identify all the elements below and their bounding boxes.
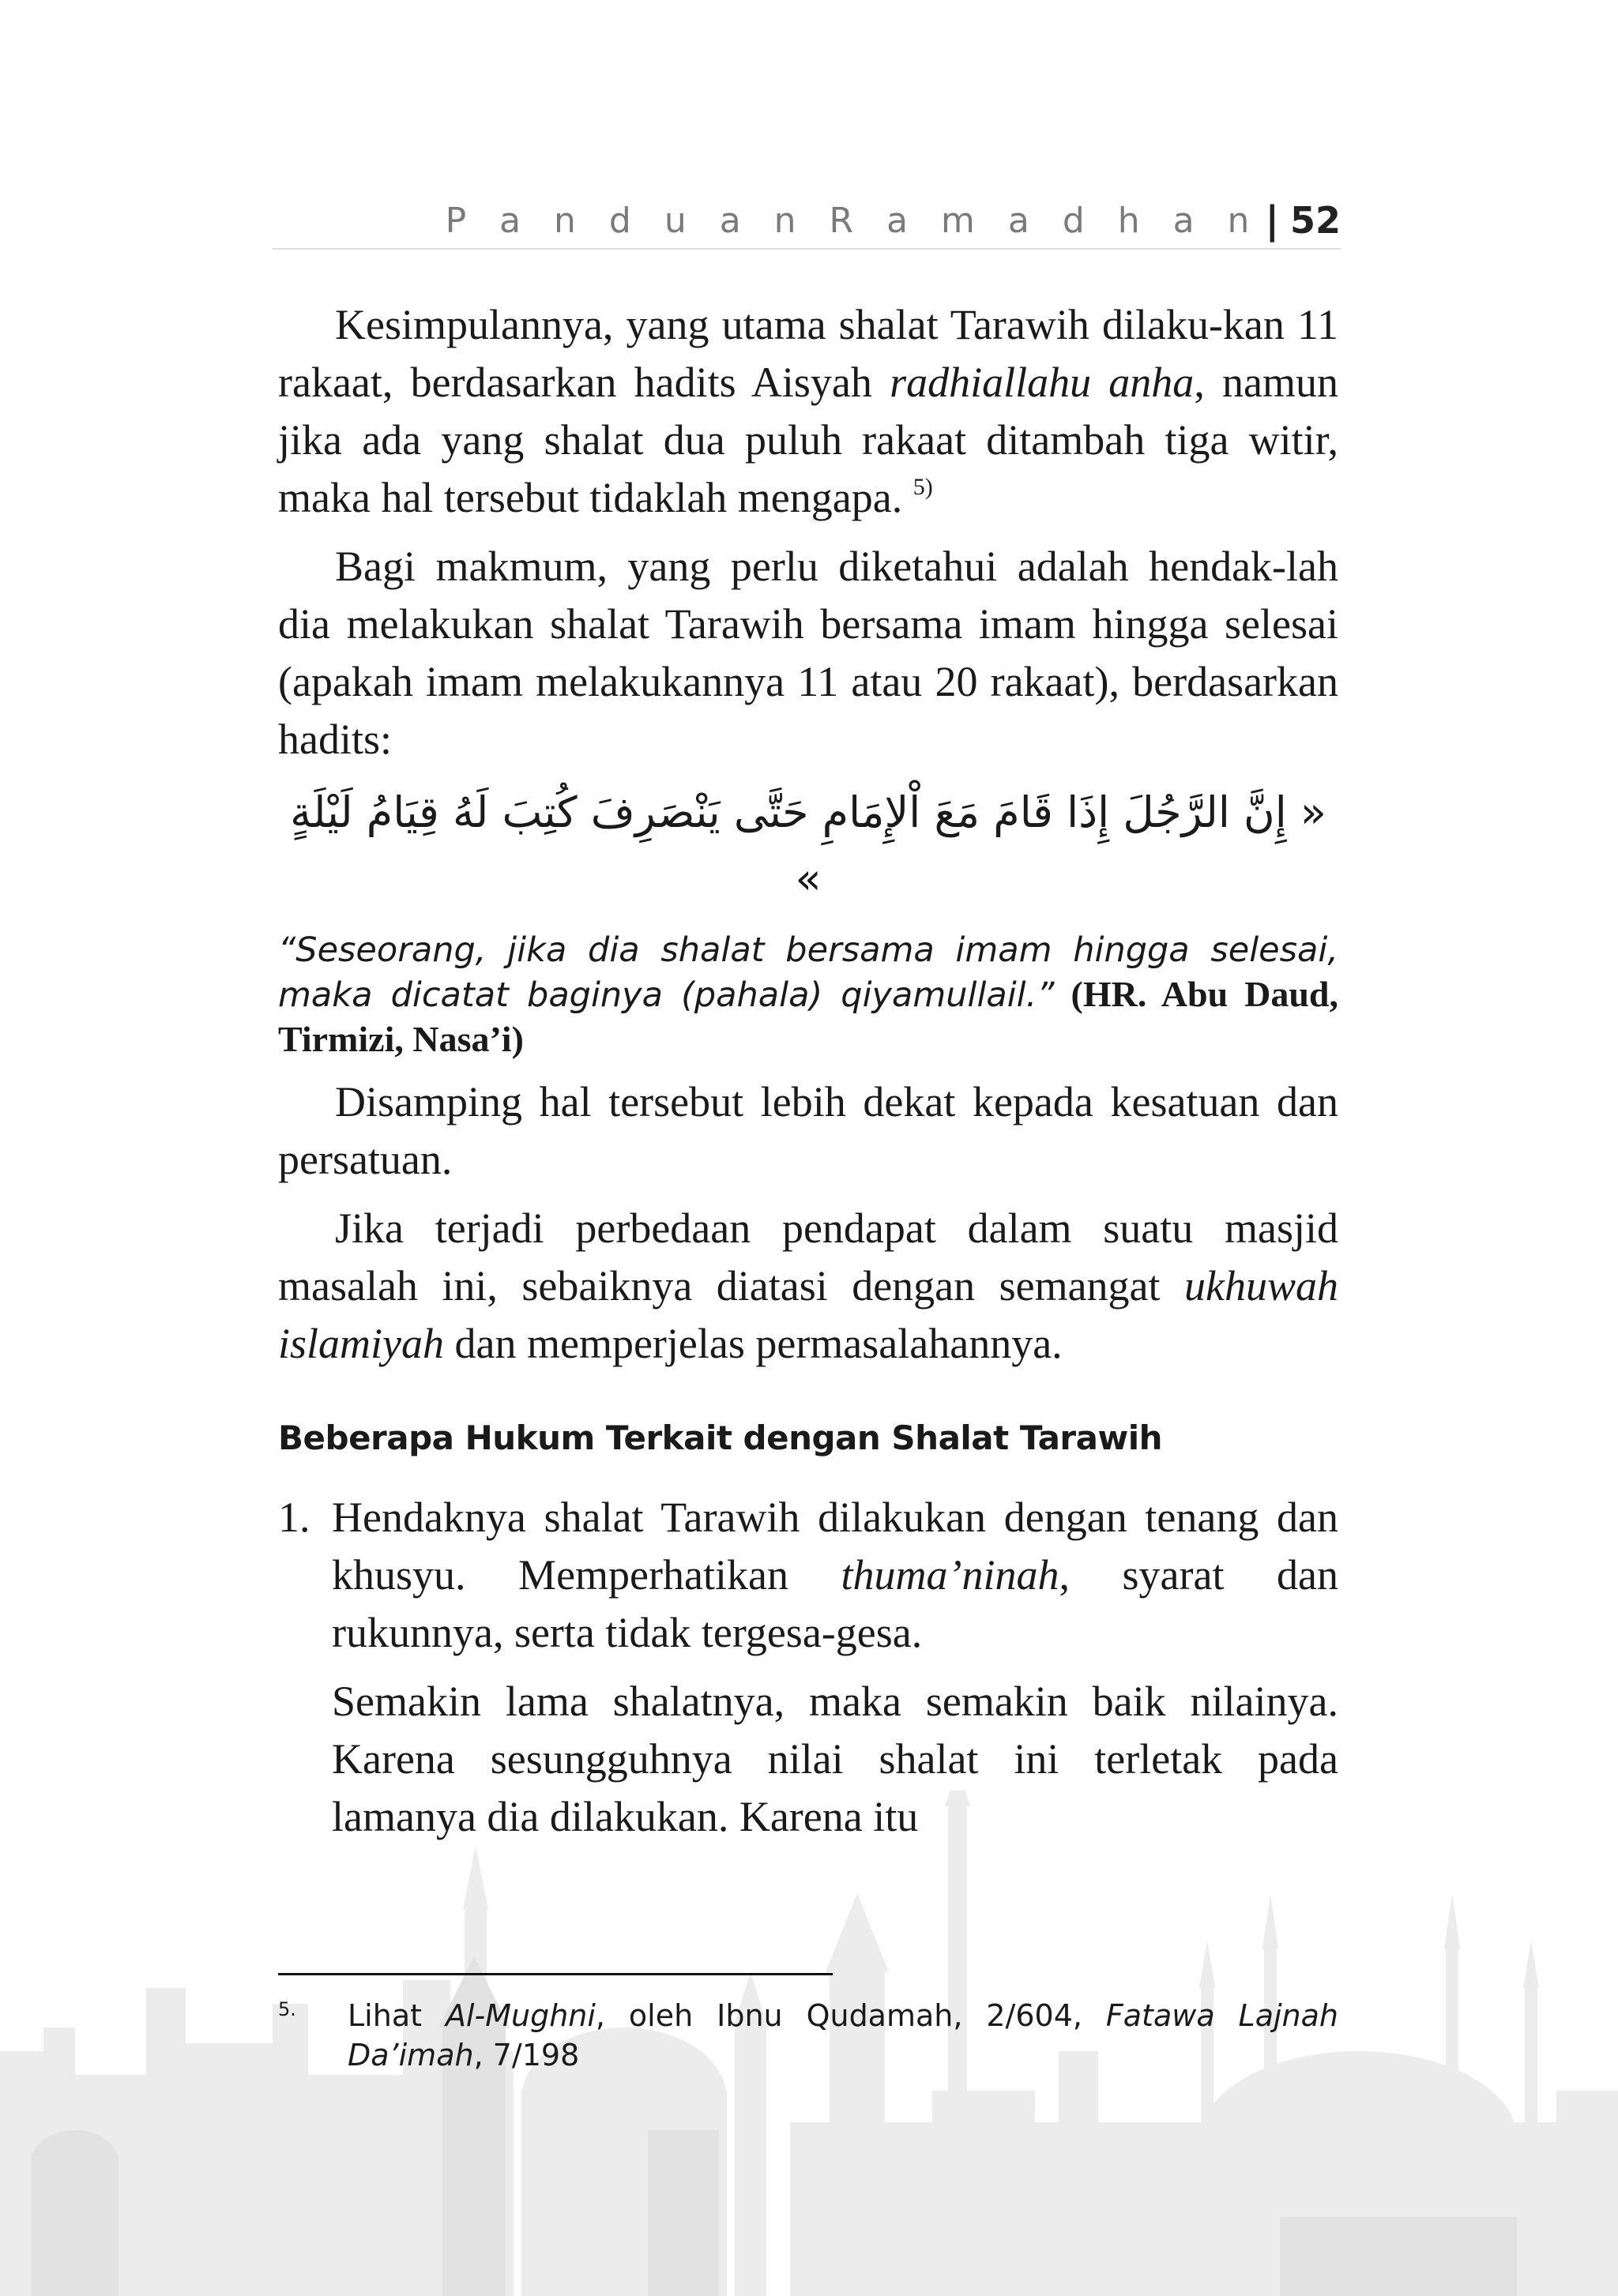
footnote-number: 5. <box>278 1998 296 2020</box>
footnote <box>278 1996 1338 2075</box>
emphasis-text: radhiallahu anha <box>890 359 1195 406</box>
header-separator: | <box>1265 198 1279 242</box>
paragraph-differences: Jika terjadi perbedaan pendapat dalam suatu masjid masalah ini, sebaiknya diatasi dengan semangat ukhuwah islamiyah dan memperjelas permasalahannya. <box>278 1204 1338 1367</box>
emphasis-text: thuma’ninah <box>841 1551 1059 1599</box>
running-header <box>273 193 1341 250</box>
paragraph-unity: Disamping hal tersebut lebih dekat kepada kesatuan dan persatuan. <box>278 1078 1338 1183</box>
book-title: P a n d u a n R a m a d h a n <box>445 200 1261 241</box>
list-item <box>278 1489 1338 1846</box>
emphasis-text: ukhuwah islamiyah <box>278 1262 1338 1367</box>
hadith-translation: “Seseorang, jika dia shalat bersama imam hingga selesai, maka dicatat baginya (pahala) qiyamullail.” (HR. Abu Daud, Tirmizi, Nasa’i) <box>278 930 1338 1059</box>
hadith-arabic-text: « إِنَّ الرَّجُلَ إِذَا قَامَ مَعَ اْلإِمَامِ حَتَّى يَنْصَرِفَ كُتِبَ لَهُ قِيَامُ لَيْلَةٍ » <box>290 787 1326 904</box>
section-heading: Beberapa Hukum Terkait dengan Shalat Tarawih <box>278 1419 1163 1457</box>
footnote-text: Lihat Al-Mughni, oleh Ibnu Qudamah, 2/604, Fatawa Lajnah Da’imah, 7/198 <box>348 1998 1339 2072</box>
paragraph-conclusion: Kesimpulannya, yang utama shalat Tarawih dilaku-kan 11 rakaat, berdasarkan hadits Aisyah radhiallahu anha, namun jika ada yang shalat dua puluh rakaat ditambah tiga witir, maka hal tersebut tidaklah mengapa. $^{5)}$ <box>278 301 1338 521</box>
hadith-source: (HR. Abu Daud, Tirmizi, Nasa’i) <box>278 974 1338 1059</box>
page-body <box>278 296 1338 1857</box>
list-number: 1. <box>278 1494 310 1541</box>
footnote-divider <box>278 1973 833 1975</box>
list-item-continuation: Semakin lama shalatnya, maka semakin baik nilainya. Karena sesungguhnya nilai shalat ini terletak pada lamanya dia dilakukan. Karena itu <box>332 1678 1338 1840</box>
list-item-text: Hendaknya shalat Tarawih dilakukan dengan tenang dan khusyu. Memperhatikan thuma’ninah, syarat dan rukunnya, serta tidak tergesa-gesa. <box>332 1494 1338 1656</box>
paragraph-makmum: Bagi makmum, yang perlu diketahui adalah hendak-lah dia melakukan shalat Tarawih bersama imam hingga selesai (apakah imam melakukannya 11 atau 20 rakaat), berdasarkan hadits: <box>278 543 1338 763</box>
page-number: 52 <box>1289 199 1341 242</box>
footnote-reference[interactable]: 5) <box>912 474 933 500</box>
